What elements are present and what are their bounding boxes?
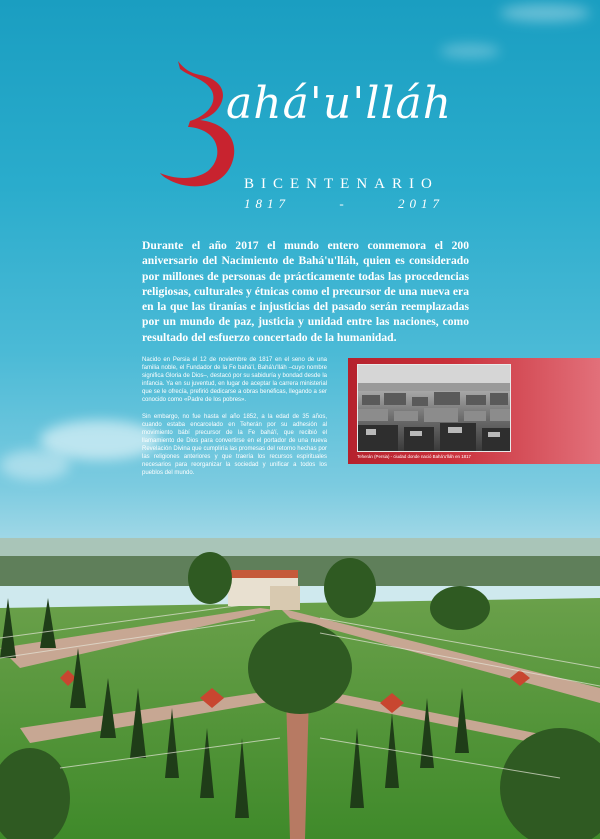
cloud	[500, 4, 590, 22]
body-paragraph: Nacido en Persia el 12 de noviembre de 1817 en el seno de una familia noble, el Fundador de la Fe bahá'í, Bahá'u'lláh –cuyo nombre significa Gloria de Dios–, destacó por su sabiduría y bondad desde la infancia. Ya en su juventud, en lugar de aceptar la carrera ministerial que se le ofrecía, prefirió dedicarse a obras benéficas, llegando a ser conocido como «Padre de los pobres».	[142, 357, 327, 404]
cloud	[440, 44, 500, 58]
historic-city-photo	[357, 364, 511, 452]
photo-caption: Teherán (Persia) - ciudad donde nació Bahá'u'lláh en 1817	[357, 454, 471, 459]
body-text	[142, 356, 327, 485]
page-subtitle: BICENTENARIO	[244, 176, 439, 192]
year-range	[244, 196, 444, 212]
cloud	[0, 450, 70, 480]
intro-paragraph: Durante el año 2017 el mundo entero conmemora el 200 aniversario del Nacimiento de Bahá'u'lláh, quien es considerado por millones de personas de prácticamente todas las procedencias religiosas, culturales y étnicas como el precursor de una nueva era en la que las tiranías e injusticias del pasado serán reemplazadas por un mundo de paz, justicia y unidad entre las naciones, como resultado del esfuerzo concertado de la humanidad.	[142, 239, 469, 344]
page-title: ahá'u'lláh	[226, 78, 453, 129]
year-start: 1817	[244, 196, 290, 211]
year-separator: -	[339, 196, 349, 211]
garden-landscape	[0, 538, 600, 839]
year-end: 2017	[398, 196, 444, 211]
body-paragraph: Sin embargo, no fue hasta el año 1852, a la edad de 35 años, cuando estaba encarcelado en Teherán por su adhesión al movimiento bábí precursor de la Fe bahá'í, que recibió el llamamiento de Dios para convertirse en el portador de una nueva Revelación Divina que cumpliría las promesas del retorno hechas por las religiones anteriores y que traería los recursos espirituales necesarios para reorganizar la sociedad y unificar a todos los pueblos del mundo.	[142, 413, 327, 477]
